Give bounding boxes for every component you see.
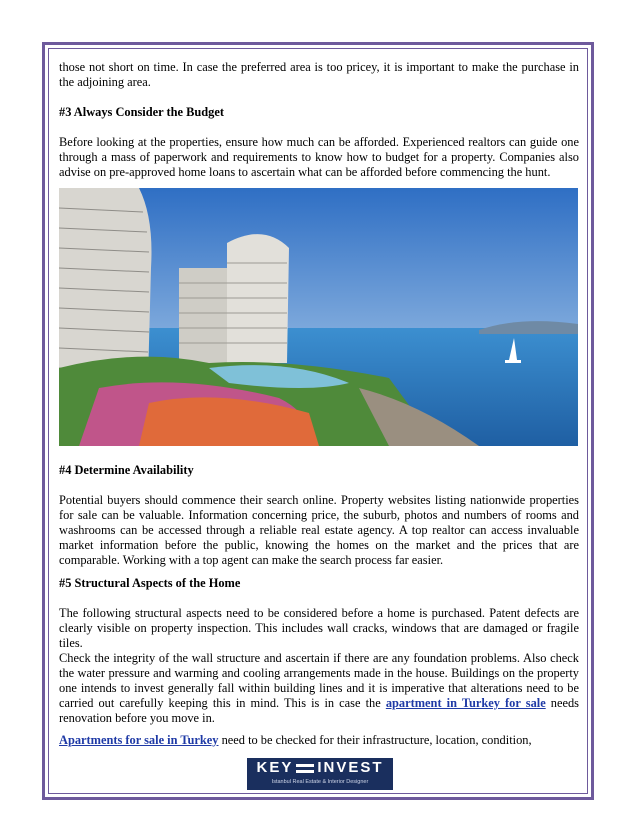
heading-structural: #5 Structural Aspects of the Home — [59, 576, 241, 590]
logo-bars-icon — [296, 764, 314, 773]
logo-tagline: Istanbul Real Estate & Interior Designer — [271, 779, 369, 785]
apartment-turkey-link[interactable]: apartment in Turkey for sale — [385, 696, 546, 710]
paragraph-budget: Before looking at the properties, ensure how much can be afforded. Experienced realtors can guide one through a mass of paperwork and requirements to know how to budget for a property. Companies also advise on pre-approved home loans to ascertain what can be afforded before commencing the hunt. — [59, 135, 579, 179]
paragraph-intro: those not short on time. In case the preferred area is too pricey, it is important to make the purchase in the adjoining area. — [59, 60, 579, 89]
heading-availability: #4 Determine Availability — [59, 463, 194, 477]
paragraph-apartments: Apartments for sale in Turkey need to be checked for their infrastructure, location, condition, — [59, 733, 532, 747]
property-photo — [59, 188, 578, 446]
document-body-lower — [59, 463, 579, 748]
document-body — [59, 60, 579, 180]
keyinvest-logo — [247, 758, 393, 790]
paragraph-structural: The following structural aspects need to be considered before a home is purchased. Patent defects are clearly visible on property inspection. This includes wall cracks, windows that are damaged or fragile tiles. — [59, 606, 579, 650]
paragraph-integrity: Check the integrity of the wall structure and ascertain if there are any foundation problems. Also check the water pressure and warming and cooling arrangements made in the house. Buildings on the property one intends to invest generally fall within building lines and it is imperative that alterations need to be carried out carefully keeping this in mind. This is in case the apartment in Turkey for sale needs renovation before you move in. — [59, 651, 580, 725]
apartments-turkey-link[interactable]: Apartments for sale in Turkey — [59, 733, 219, 747]
logo-wordmark: KEY INVEST — [256, 759, 384, 776]
heading-budget: #3 Always Consider the Budget — [59, 105, 224, 119]
paragraph-availability: Potential buyers should commence their search online. Property websites listing nationwide properties for sale can be valuable. Information concerning price, the suburb, photos and numbers of rooms and washrooms can be accessed through a reliable real estate agency. A top realtor can access invaluable market information before the public, knowing the homes on the market and the prices that are comparable. Working with a top agent can make the search process far easier. — [59, 493, 579, 567]
